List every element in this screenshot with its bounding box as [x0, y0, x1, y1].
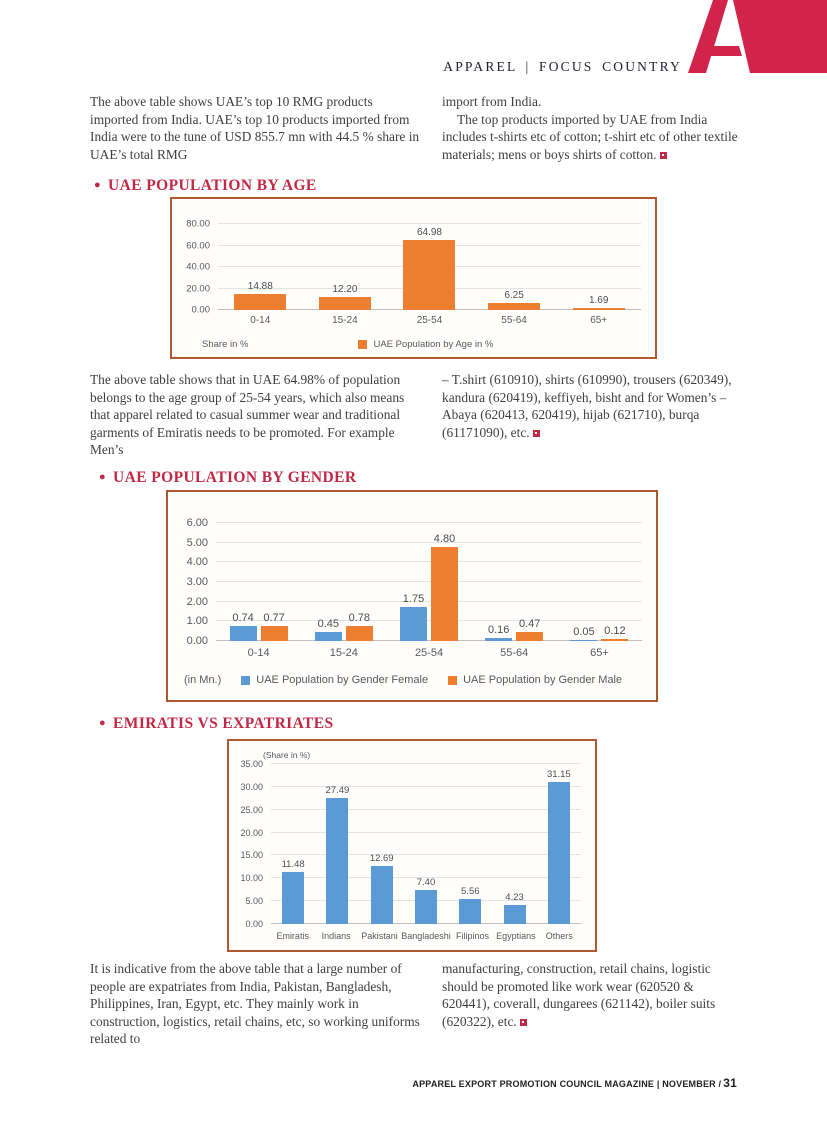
page-footer	[412, 1076, 737, 1090]
bar-group	[271, 764, 315, 924]
y-tick-label: 0.00	[245, 919, 263, 929]
x-tick-label: 0-14	[250, 314, 271, 326]
bar	[601, 639, 628, 641]
x-tick-label: 55-64	[500, 647, 529, 659]
bullet-icon: ●	[94, 179, 102, 191]
bar-value-label: 7.40	[416, 877, 436, 889]
bar-group	[216, 523, 301, 641]
bar	[319, 297, 371, 310]
legend-item-female	[241, 674, 428, 686]
bar-value-label: 5.56	[461, 885, 480, 897]
bar-group	[472, 523, 557, 641]
chart-legend	[172, 332, 655, 356]
x-tick-label: 15-24	[332, 314, 358, 326]
bar	[415, 890, 437, 924]
y-tick-label: 20.00	[186, 283, 210, 294]
bar-value-label: 0.47	[518, 617, 541, 630]
y-axis	[172, 218, 218, 316]
legend-label: UAE Population by Gender Female	[256, 674, 429, 686]
axis-note: Share in %	[202, 338, 249, 350]
y-tick-label: 2.00	[186, 595, 208, 608]
end-marker-icon	[660, 152, 667, 159]
section-heading-age-text: UAE POPULATION BY AGE	[108, 177, 317, 194]
plot-area	[218, 224, 641, 310]
plot-area	[271, 764, 581, 924]
y-tick-label: 3.00	[186, 576, 208, 588]
bar-group	[448, 764, 492, 924]
bar-value-label: 6.25	[504, 290, 524, 302]
bottom-text	[90, 960, 740, 1048]
y-tick-label: 1.00	[186, 615, 208, 628]
bar-group	[387, 224, 472, 310]
legend-item	[358, 339, 493, 350]
bar	[504, 905, 526, 924]
x-axis	[216, 641, 642, 665]
x-tick-label: 65+	[590, 647, 609, 659]
chart-uae-population-by-gender	[166, 490, 658, 702]
x-tick-label: 25-54	[414, 647, 444, 659]
legend-swatch-icon	[448, 676, 457, 685]
bar	[346, 626, 373, 641]
y-tick-label: 25.00	[240, 804, 263, 815]
x-tick-label: Others	[545, 931, 573, 941]
x-tick-label: Indians	[321, 931, 351, 941]
bar	[570, 640, 597, 641]
y-tick-label: 6.00	[186, 517, 208, 529]
mid-left-paragraph	[90, 371, 424, 459]
bar-group	[492, 764, 536, 924]
bar-group	[557, 523, 642, 641]
bar	[400, 607, 427, 641]
mid-right-text: – T.shirt (610910), shirts (610990), trousers (620349), kandura (620419), keffiyeh, bisht and for Women’s – Abaya (620413, 620419), hijab (621710), burqa (61171090), etc.	[442, 372, 732, 440]
bottom-left-paragraph	[90, 960, 424, 1048]
legend-label: UAE Population by Gender Male	[463, 674, 623, 686]
bar-value-label: 0.45	[317, 618, 339, 631]
mid-left-text: The above table shows that in UAE 64.98% of population belongs to the age group of 25-54 years, which also means that apparel related to casual summer wear and traditional garments of Emiratis needs to be promoted. For example Men’s	[90, 372, 405, 457]
chart-emiratis-vs-expatriates	[227, 739, 597, 952]
y-tick-label: 30.00	[240, 781, 263, 792]
chart-legend	[168, 665, 656, 695]
bottom-right-text: manufacturing, construction, retail chains, logistic should be promoted like work wear (620520 & 620441), coverall, dungarees (621142), boiler suits (620322), etc.	[442, 961, 716, 1029]
bar-value-label: 1.69	[588, 295, 609, 307]
bar	[431, 547, 458, 641]
bar	[326, 798, 348, 924]
x-tick-label: Pakistani	[361, 931, 398, 941]
y-tick-label: 10.00	[240, 873, 263, 884]
intro-left-text: The above table shows UAE’s top 10 RMG products imported from India. UAE’s top 10 products imported from India were to the tune of USD 855.7 mn with 44.5 % share in UAE’s total RMG	[90, 94, 420, 162]
bottom-right-paragraph	[442, 960, 740, 1048]
intro-right-text-1: import from India.	[442, 94, 542, 109]
intro-text	[90, 93, 740, 163]
legend-swatch-icon	[241, 676, 250, 685]
plot-area	[216, 523, 642, 641]
bar	[371, 866, 393, 924]
bar	[315, 632, 342, 641]
x-axis	[271, 924, 581, 948]
x-tick-label: Filipinos	[455, 931, 489, 941]
intro-right-text-2-body: The top products imported by UAE from India includes t-shirts etc of cotton; t-shirt etc of other textile materials; mens or boys shirts of cotton.	[442, 111, 738, 162]
bar	[234, 294, 286, 310]
legend-swatch-icon	[358, 340, 367, 349]
bar	[261, 626, 288, 641]
y-tick-label: 5.00	[245, 896, 263, 907]
end-marker-icon	[533, 430, 540, 437]
legend-item-male	[448, 674, 622, 686]
bar-value-label: 1.75	[402, 592, 425, 605]
apparel-logo-icon	[688, 0, 827, 73]
bar-value-label: 27.49	[325, 785, 350, 797]
x-axis	[218, 310, 641, 330]
footer-text: APPAREL EXPORT PROMOTION COUNCIL MAGAZINE | NOVEMBER /	[412, 1079, 722, 1089]
bar	[459, 899, 481, 924]
x-tick-label: 65+	[590, 314, 608, 326]
bar-value-label: 14.88	[247, 281, 273, 293]
bullet-icon: ●	[99, 717, 107, 729]
bar	[488, 303, 540, 310]
y-tick-label: 15.00	[240, 850, 263, 861]
bar-value-label: 0.78	[348, 611, 370, 624]
bullet-icon: ●	[99, 471, 107, 483]
intro-left-paragraph	[90, 93, 424, 163]
intro-right-text-2	[442, 111, 740, 164]
bar-value-label: 0.05	[573, 626, 595, 639]
section-heading-gender-text: UAE POPULATION BY GENDER	[113, 469, 357, 486]
legend-label: UAE Population by Age in %	[373, 338, 494, 350]
bar-group	[404, 764, 448, 924]
section-heading-age	[94, 177, 317, 195]
bar-group	[218, 224, 303, 310]
y-tick-label: 20.00	[240, 827, 263, 838]
page-header-title: APPAREL | FOCUS COUNTRY	[443, 59, 682, 74]
y-tick-label: 5.00	[186, 536, 208, 549]
bar-group	[556, 224, 641, 310]
section-heading-emiratis-text: EMIRATIS VS EXPATRIATES	[113, 715, 334, 732]
y-tick-label: 40.00	[186, 261, 210, 273]
bar	[282, 872, 304, 924]
bar	[516, 632, 543, 641]
bar-value-label: 4.23	[505, 891, 524, 903]
bar-group	[537, 764, 581, 924]
bottom-left-text: It is indicative from the above table that a large number of people are expatriates from India, Pakistan, Bangladesh, Philippines, Iran, Egypt, etc. They mainly work in construction, logistics, retail chains, etc, so working uniforms related to	[90, 961, 420, 1046]
bar-group	[301, 523, 386, 641]
page-number: 31	[723, 1076, 737, 1090]
end-marker-icon	[520, 1019, 527, 1026]
bar-group	[386, 523, 471, 641]
bar-value-label: 0.16	[487, 623, 510, 636]
bar-group	[360, 764, 404, 924]
axis-note: (in Mn.)	[184, 674, 222, 686]
bar-value-label: 0.12	[604, 624, 626, 637]
axis-note: (Share in %)	[263, 750, 311, 760]
bar-value-label: 12.20	[332, 283, 358, 295]
bar-value-label: 4.80	[433, 532, 456, 545]
y-tick-label: 0.00	[191, 304, 210, 316]
bar	[485, 638, 512, 641]
mid-text	[90, 371, 740, 459]
bar	[403, 240, 455, 310]
intro-right-paragraph	[442, 93, 740, 163]
bar-group	[303, 224, 388, 310]
chart-uae-population-by-age	[170, 197, 657, 359]
mid-right-paragraph	[442, 371, 740, 459]
bar	[548, 782, 570, 924]
bar-value-label: 64.98	[416, 227, 442, 239]
x-tick-label: 0-14	[247, 647, 270, 659]
bar-value-label: 0.74	[232, 612, 254, 625]
x-tick-label: Bangladeshi	[401, 931, 451, 941]
x-tick-label: 55-64	[501, 314, 527, 326]
x-tick-label: Emiratis	[276, 931, 309, 941]
bar-group	[315, 764, 359, 924]
section-heading-emiratis	[99, 715, 334, 733]
y-tick-label: 80.00	[186, 218, 210, 230]
bar-value-label: 0.77	[263, 611, 285, 624]
y-tick-label: 60.00	[186, 240, 210, 251]
y-tick-label: 35.00	[240, 759, 263, 769]
bar-value-label: 12.69	[369, 853, 394, 864]
section-heading-gender	[99, 469, 356, 487]
y-axis	[229, 759, 271, 929]
y-tick-label: 4.00	[186, 556, 208, 569]
x-tick-label: 15-24	[329, 647, 358, 659]
bar-value-label: 31.15	[546, 768, 571, 780]
bar	[573, 308, 625, 310]
x-tick-label: 25-54	[416, 314, 443, 326]
bar-value-label: 11.48	[281, 858, 305, 870]
y-tick-label: 0.00	[186, 635, 208, 647]
y-axis	[168, 517, 216, 647]
bar	[230, 626, 257, 641]
bar-group	[472, 224, 557, 310]
x-tick-label: Egyptians	[496, 931, 536, 941]
